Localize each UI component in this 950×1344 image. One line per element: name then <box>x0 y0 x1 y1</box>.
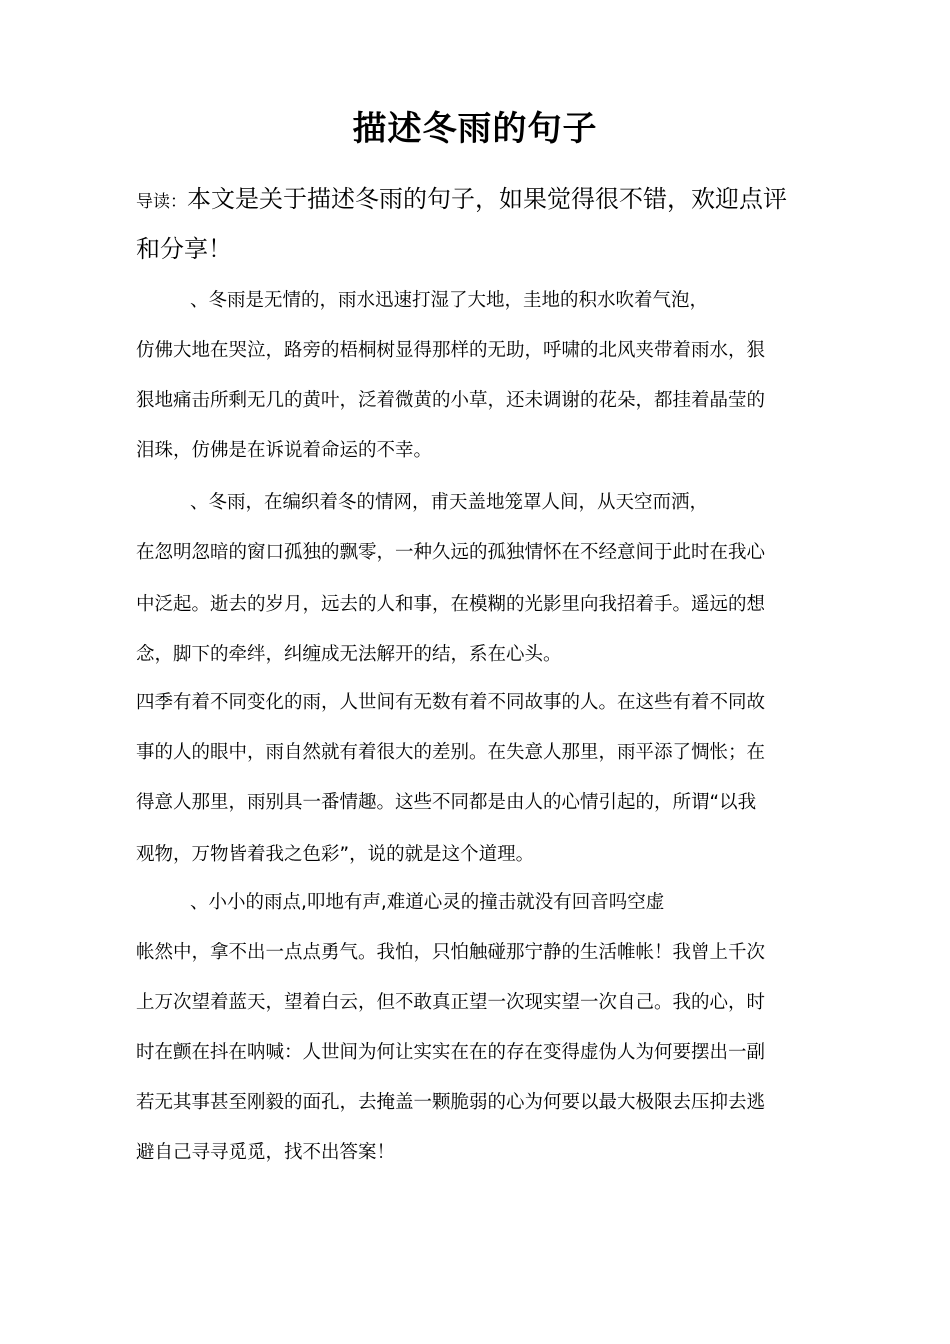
page-title: 描述冬雨的句子 <box>352 109 598 149</box>
body-line: 泪珠，仿佛是在诉说着命运的不幸。 <box>136 440 433 461</box>
body-line: 避自己寻寻觅觅，找不出答案！ <box>136 1142 396 1163</box>
body-line: 在忽明忽暗的窗口孤独的飘零，一种久远的孤独情怀在不经意间于此时在我心 <box>136 542 766 563</box>
intro-paragraph <box>136 176 836 273</box>
body-line: 得意人那里，雨别具一番情趣。这些不同都是由人的心情引起的，所谓“以我 <box>136 792 757 813</box>
body-line: 狠地痛击所剩无几的黄叶，泛着微黄的小草，还未调谢的花朵，都挂着晶莹的 <box>136 390 766 411</box>
body-line: 、小小的雨点,叩地有声,难道心灵的撞击就没有回音吗空虚 <box>190 892 665 913</box>
body-line: 念，脚下的牵绊，纠缠成无法解开的结，系在心头。 <box>136 644 562 665</box>
body-line: 四季有着不同变化的雨，人世间有无数有着不同故事的人。在这些有着不同故 <box>136 692 766 713</box>
intro-text-line-2: 和分享！ <box>136 235 232 263</box>
body-line: 时在颤在抖在呐喊：人世间为何让实实在在的存在变得虚伪人为何要摆出一副 <box>136 1042 766 1063</box>
body-line: 上万次望着蓝天，望着白云，但不敢真正望一次现实望一次自己。我的心，时 <box>136 992 766 1013</box>
body-line: 帐然中，拿不出一点点勇气。我怕，只怕触碰那宁静的生活帷帐！我曾上千次 <box>136 942 766 963</box>
body-line: 、冬雨，在编织着冬的情网，甫天盖地笼罩人间，从天空而洒， <box>190 492 709 513</box>
intro-text-line-1: 本文是关于描述冬雨的句子，如果觉得很不错，欢迎点评 <box>187 185 787 213</box>
body-line: 仿佛大地在哭泣，路旁的梧桐树显得那样的无助，呼啸的北风夹带着雨水，狠 <box>136 340 766 361</box>
body-line: 、冬雨是无情的，雨水迅速打湿了大地，圭地的积水吹着气泡， <box>190 290 709 311</box>
intro-label: 导读： <box>136 192 187 212</box>
body-line: 若无其事甚至刚毅的面孔，去掩盖一颗脆弱的心为何要以最大极限去压抑去逃 <box>136 1092 766 1113</box>
body-line: 事的人的眼中，雨自然就有着很大的差别。在失意人那里，雨平添了惆怅；在 <box>136 742 766 763</box>
body-line: 观物，万物皆着我之色彩”，说的就是这个道理。 <box>136 844 535 865</box>
body-line: 中泛起。逝去的岁月，远去的人和事，在模糊的光影里向我招着手。遥远的想 <box>136 594 766 615</box>
